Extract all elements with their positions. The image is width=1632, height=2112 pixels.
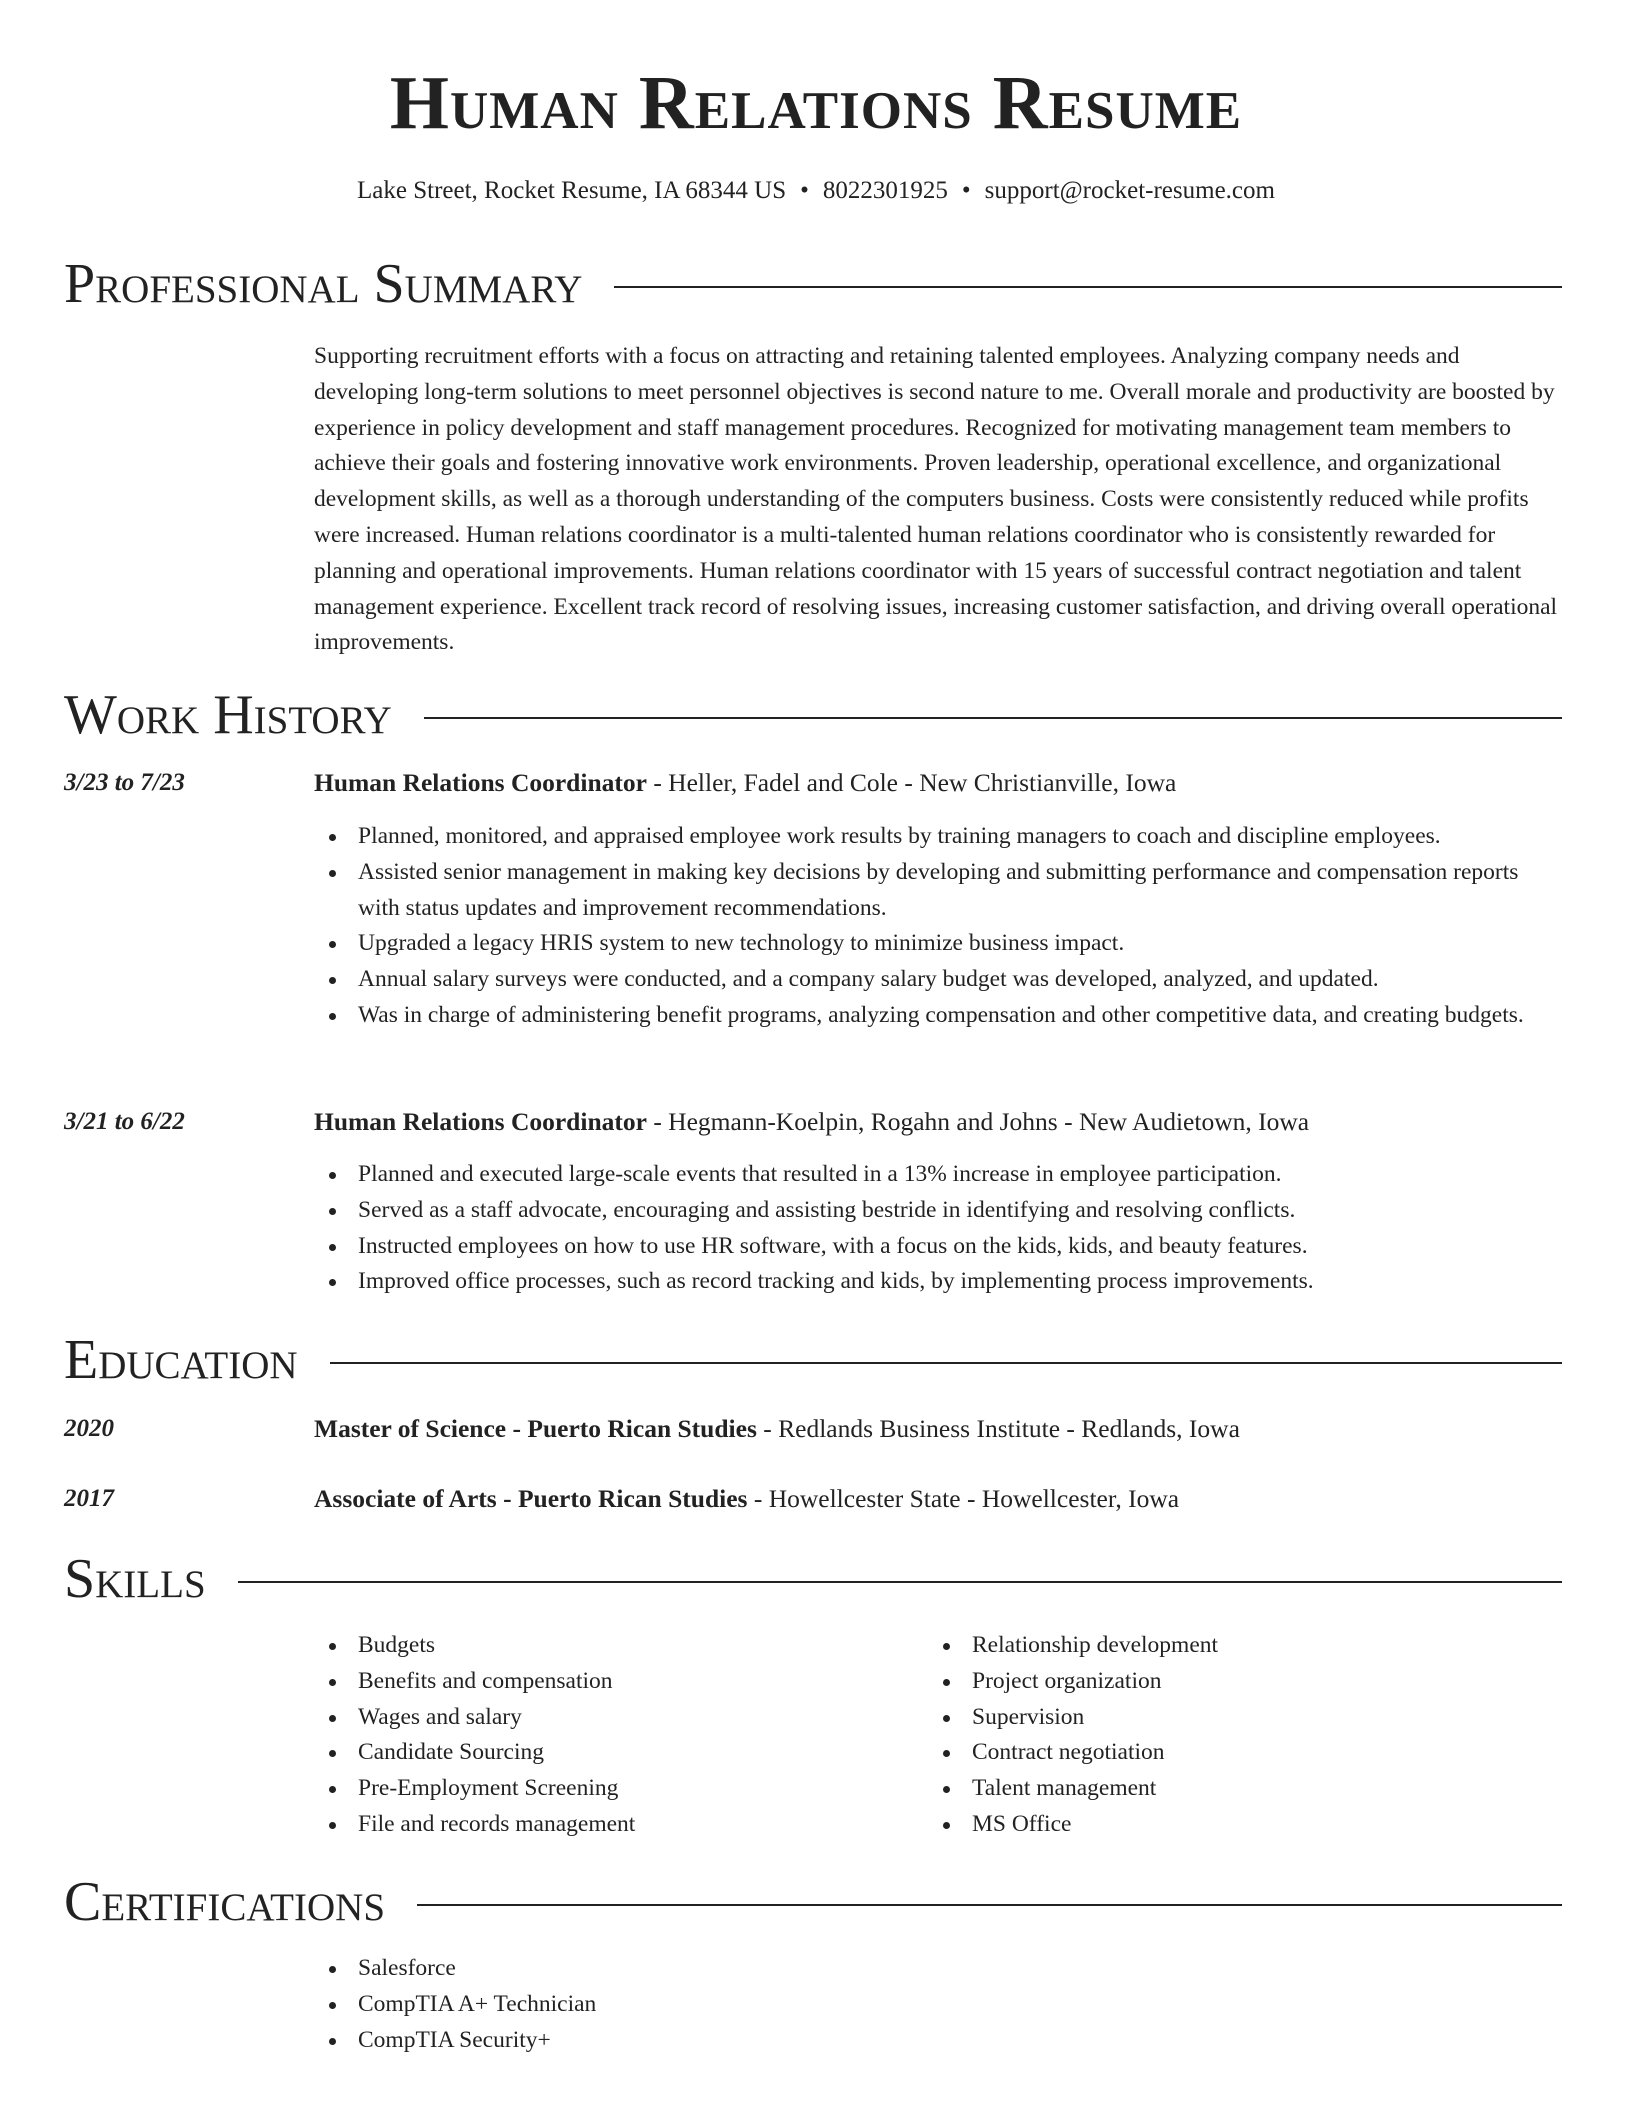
education-details: - Howellcester State - Howellcester, Iowa (747, 1484, 1180, 1513)
job-details: - Hegmann-Koelpin, Rogahn and Johns - New Audietown, Iowa (646, 1107, 1310, 1136)
skill-item: Benefits and compensation (314, 1664, 914, 1700)
section-divider (424, 717, 1562, 719)
section-header-skills (64, 1547, 1562, 1611)
job-headline (314, 766, 1564, 800)
section-divider (614, 286, 1562, 288)
job-bullet: Was in charge of administering benefit programs, analyzing compensation and other competitive data, and creating budgets. (314, 998, 1564, 1034)
skill-item: MS Office (928, 1807, 1528, 1843)
certification-item: CompTIA Security+ (314, 2023, 1564, 2059)
contact-email: support@rocket-resume.com (984, 177, 1275, 204)
job-dates: 3/23 to 7/23 (64, 769, 185, 796)
skill-item: Supervision (928, 1700, 1528, 1736)
job-title: Human Relations Coordinator (314, 1107, 647, 1136)
contact-line (0, 174, 1632, 208)
certifications-list (314, 1951, 1564, 2058)
education-year: 2020 (64, 1415, 114, 1442)
section-divider (330, 1362, 1562, 1364)
section-divider (238, 1581, 1562, 1583)
section-header-summary (64, 252, 1562, 316)
section-header-certifications (64, 1870, 1562, 1934)
skill-item: Project organization (928, 1664, 1528, 1700)
certification-item: Salesforce (314, 1951, 1564, 1987)
skills-list-left (314, 1628, 914, 1843)
job-bullet-list (314, 1157, 1564, 1300)
job-dates: 3/21 to 6/22 (64, 1108, 185, 1135)
skill-item: Talent management (928, 1771, 1528, 1807)
education-details: - Redlands Business Institute - Redlands, Iowa (756, 1414, 1240, 1443)
skill-item: Contract negotiation (928, 1735, 1528, 1771)
certification-item: CompTIA A+ Technician (314, 1987, 1564, 2023)
section-title-skills: Skills (64, 1548, 206, 1610)
contact-address: Lake Street, Rocket Resume, IA 68344 US (357, 177, 787, 204)
section-title-work-history: Work History (64, 684, 392, 746)
education-degree: Associate of Arts - Puerto Rican Studies (314, 1484, 748, 1513)
job-bullet: Planned and executed large-scale events that resulted in a 13% increase in employee participation. (314, 1157, 1564, 1193)
section-title-education: Education (64, 1329, 298, 1391)
education-degree: Master of Science - Puerto Rican Studies (314, 1414, 757, 1443)
job-bullet: Annual salary surveys were conducted, and a company salary budget was developed, analyzed, and updated. (314, 962, 1564, 998)
section-header-education (64, 1328, 1562, 1392)
skill-item: Relationship development (928, 1628, 1528, 1664)
job-details: - Heller, Fadel and Cole - New Christianville, Iowa (646, 768, 1177, 797)
contact-separator: • (961, 177, 971, 204)
job-bullet-list (314, 819, 1564, 1034)
skills-list-right (928, 1628, 1528, 1843)
skill-item: Wages and salary (314, 1700, 914, 1736)
section-title-summary: Professional Summary (64, 253, 583, 315)
education-year: 2017 (64, 1485, 114, 1512)
skill-item: Budgets (314, 1628, 914, 1664)
job-bullet: Planned, monitored, and appraised employee work results by training managers to coach and discipline employees. (314, 819, 1564, 855)
skill-item: Pre-Employment Screening (314, 1771, 914, 1807)
skill-item: Candidate Sourcing (314, 1735, 914, 1771)
job-bullet: Assisted senior management in making key decisions by developing and submitting performance and compensation reports with status updates and improvement recommendations. (314, 855, 1564, 927)
section-title-certifications: Certifications (64, 1871, 386, 1933)
section-header-work-history (64, 683, 1562, 747)
job-headline (314, 1105, 1564, 1139)
job-bullet: Improved office processes, such as record tracking and kids, by implementing process improvements. (314, 1264, 1564, 1300)
job-bullet: Instructed employees on how to use HR software, with a focus on the kids, kids, and beauty features. (314, 1229, 1564, 1265)
section-divider (417, 1904, 1562, 1906)
education-headline (314, 1482, 1564, 1516)
job-bullet: Served as a staff advocate, encouraging and assisting bestride in identifying and resolving conflicts. (314, 1193, 1564, 1229)
job-bullet: Upgraded a legacy HRIS system to new technology to minimize business impact. (314, 926, 1564, 962)
contact-separator: • (800, 177, 809, 204)
skill-item: File and records management (314, 1807, 914, 1843)
job-title: Human Relations Coordinator (314, 768, 647, 797)
resume-title: Human Relations Resume (389, 61, 1243, 145)
education-headline (314, 1412, 1564, 1446)
summary-text: Supporting recruitment efforts with a focus on attracting and retaining talented employees. Analyzing company needs and developing long-term solutions to meet personnel objectives is second nature to me. Overall morale and productivity are boosted by experience in policy development and staff management procedures. Recognized for motivating management team members to achieve their goals and fostering innovative work environments. Proven leadership, operational excellence, and organizational development skills, as well as a thorough understanding of the computers business. Costs were consistently reduced while profits were increased. Human relations coordinator is a multi-talented human relations coordinator who is consistently rewarded for planning and operational improvements. Human relations coordinator with 15 years of successful contract negotiation and talent management experience. Excellent track record of resolving issues, increasing customer satisfaction, and driving overall operational improvements. (314, 343, 1558, 656)
contact-phone: 8022301925 (822, 177, 948, 204)
